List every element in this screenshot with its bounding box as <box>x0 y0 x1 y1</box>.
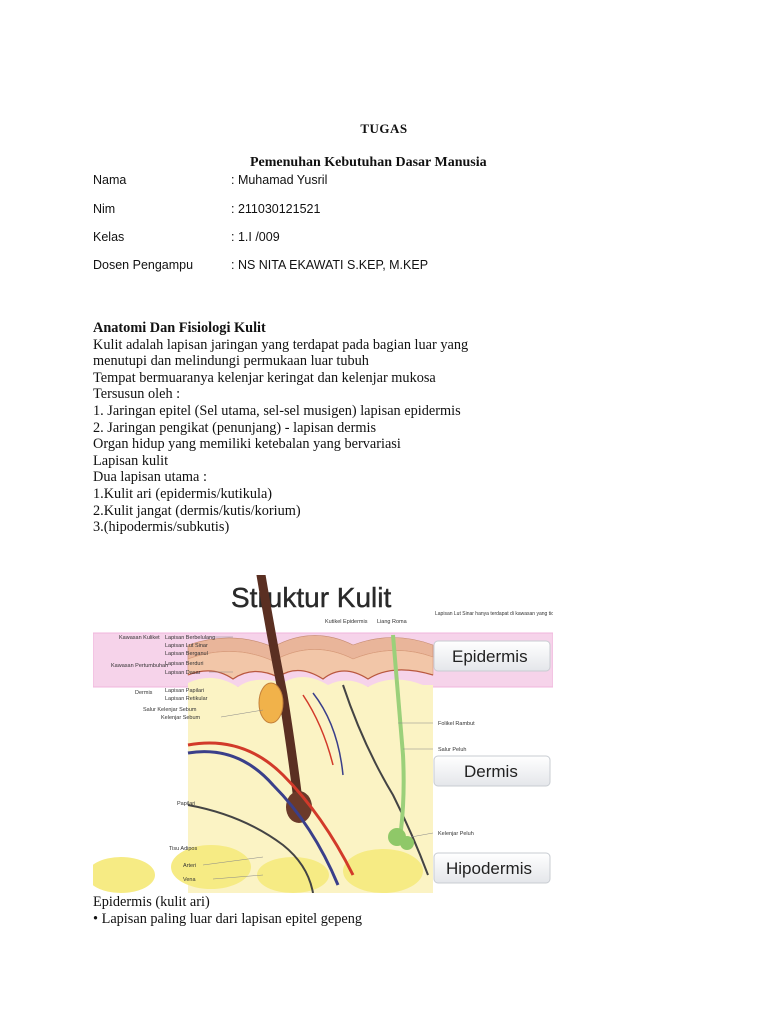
label-lapisan-berduri: Lapisan Berduri <box>165 661 204 667</box>
body-line: 2.Kulit jangat (dermis/kutis/korium) <box>93 502 301 519</box>
identity-value: : Muhamad Yusril <box>231 173 328 187</box>
body-line: 1.Kulit ari (epidermis/kutikula) <box>93 485 273 502</box>
document-title: TUGAS <box>360 121 408 136</box>
dermis-pill-label: Dermis <box>464 762 518 781</box>
body-line: 1. Jaringan epitel (Sel utama, sel-sel musigen) lapisan epidermis <box>93 402 461 419</box>
body-line: Tersusun oleh : <box>93 386 181 403</box>
document-subtitle: Pemenuhan Kebutuhan Dasar Manusia <box>250 155 487 170</box>
fat-lobule <box>343 849 423 893</box>
body-line: 3.(hipodermis/subkutis) <box>93 519 230 536</box>
section-body <box>93 320 468 536</box>
identity-label: Nim <box>93 202 116 216</box>
label-lapisan-retikular: Lapisan Retikular <box>165 696 208 702</box>
skin-diagram <box>93 575 553 893</box>
footer-text <box>93 894 362 928</box>
body-line: 2. Jaringan pengikat (penunjang) - lapisan dermis <box>93 419 377 436</box>
label-lapisan-lut-sinar-note: Lapisan Lut Sinar hanya terdapat di kawasan yang tidak <box>435 611 553 617</box>
label-kawasan-pertumbuhan: Kawasan Pertumbuhan <box>111 663 169 669</box>
sweat-gland <box>400 836 414 850</box>
label-lapisan-berganul: Lapisan Berganul <box>165 651 208 657</box>
footer-line: • Lapisan paling luar dari lapisan epitel gepeng <box>93 911 363 927</box>
body-line: Tempat bermuaranya kelenjar keringat dan kelenjar mukosa <box>93 369 436 386</box>
dermis-pill <box>434 756 550 786</box>
label-folikel-rambut: Folikel Rambut <box>438 721 475 727</box>
body-line: Organ hidup yang memiliki ketebalan yang bervariasi <box>93 436 401 453</box>
label-kutikel-epidermis: Kutikel Epidermis <box>325 619 368 625</box>
fat-lobule <box>93 857 155 893</box>
footer-line: Epidermis (kulit ari) <box>93 894 210 910</box>
body-line: Kulit adalah lapisan jaringan yang terdapat pada bagian luar yang <box>93 336 469 353</box>
label-lapisan-lut-sinar: Lapisan Lut Sinar <box>165 643 208 649</box>
figure-title: Struktur Kulit <box>231 582 392 613</box>
label-dermis: Dermis <box>135 690 153 696</box>
epidermis-pill-label: Epidermis <box>452 647 528 666</box>
label-lapisan-dasar: Lapisan Dasar <box>165 670 201 676</box>
label-vena: Vena <box>183 877 196 883</box>
label-kawasan-kuliket: Kawasan Kuliket <box>119 635 160 641</box>
identity-row-nama <box>93 173 328 187</box>
label-tisu-adipos: Tisu Adipos <box>169 846 198 852</box>
label-liang-roma: Liang Roma <box>377 619 407 625</box>
label-lapisan-berbelulang-2: Lapisan Berbelulang <box>165 635 216 641</box>
sebaceous-gland <box>259 683 283 723</box>
identity-row-kelas <box>93 230 280 244</box>
body-line: Lapisan kulit <box>93 452 169 469</box>
body-line: Dua lapisan utama : <box>93 469 207 486</box>
fat-lobule <box>257 857 329 893</box>
label-lapisan-papilari: Lapisan Papilari <box>165 688 205 694</box>
identity-value: : 211030121521 <box>231 202 321 216</box>
label-arteri: Arteri <box>183 863 197 869</box>
epidermis-pill <box>434 641 550 671</box>
identity-label: Dosen Pengampu <box>93 258 194 272</box>
section-heading: Anatomi Dan Fisiologi Kulit <box>93 320 266 336</box>
label-kelenjar-sebum: Kelenjar Sebum <box>161 715 201 721</box>
hair-bulb <box>286 791 312 823</box>
hipodermis-pill <box>434 853 550 883</box>
identity-label: Nama <box>93 173 127 187</box>
identity-label: Kelas <box>93 230 125 244</box>
identity-row-dosen <box>93 258 429 272</box>
identity-value: : 1.I /009 <box>231 230 280 244</box>
body-line: menutupi dan melindungi permukaan luar tubuh <box>93 353 369 370</box>
label-salur-kelenjar-sebum: Salur Kelenjar Sebum <box>143 707 197 713</box>
identity-row-nim <box>93 202 321 216</box>
hipodermis-pill-label: Hipodermis <box>446 859 532 878</box>
label-papilari: Papilari <box>177 801 196 807</box>
identity-value: : NS NITA EKAWATI S.KEP, M.KEP <box>231 258 429 272</box>
skin-structure-figure <box>93 575 553 893</box>
label-salur-peluh: Salur Peluh <box>438 747 467 753</box>
label-kelenjar-peluh: Kelenjar Peluh <box>438 831 474 837</box>
